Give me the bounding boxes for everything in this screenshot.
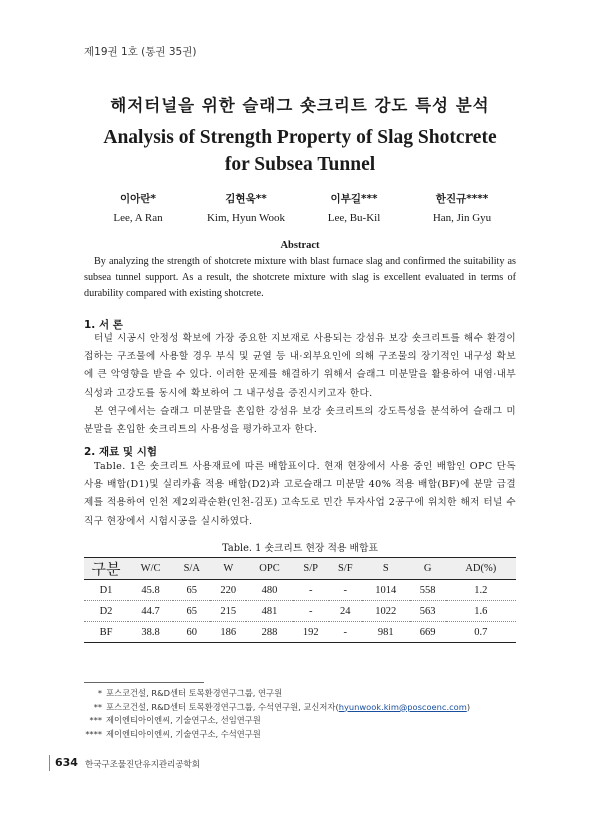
section-1-title: 1. 서 론 bbox=[84, 319, 123, 331]
page-number: 634 bbox=[55, 756, 78, 769]
table-cell: 45.8 bbox=[141, 584, 160, 596]
table-cell: - bbox=[308, 605, 313, 617]
paragraph: 본 연구에서는 슬래그 미분말을 혼입한 강섬유 보강 숏크리트의 강도특성을 분석하여 슬래그 미분말을 혼입한 숏크리트의 사용성을 평가하고자 한다. bbox=[84, 405, 516, 436]
mix-design-table bbox=[84, 557, 516, 643]
author-name-english: Han, Jin Gyu bbox=[432, 212, 492, 224]
table-cell: 44.7 bbox=[141, 605, 160, 617]
footnote bbox=[84, 701, 524, 715]
author-name-english: Lee, Bu-Kil bbox=[327, 212, 381, 224]
table-row bbox=[84, 601, 516, 622]
title-korean: 해저터널을 위한 슬래그 숏크리트 강도 특성 분석 bbox=[110, 96, 490, 115]
table-cell: 1014 bbox=[375, 584, 397, 596]
table-header-cell: S/P bbox=[293, 558, 329, 580]
author-name-english: Lee, A Ran bbox=[113, 212, 163, 224]
table-cell: 60 bbox=[186, 626, 198, 638]
title-english bbox=[0, 124, 600, 178]
table-cell: 215 bbox=[220, 605, 237, 617]
footnote-text: 포스코건설, R&D센터 토목환경연구그룹, 연구원 bbox=[106, 688, 283, 698]
table-cell: 24 bbox=[340, 605, 351, 617]
table-cell: 0.7 bbox=[474, 626, 488, 638]
table-cell: 288 bbox=[261, 626, 278, 638]
author-list bbox=[84, 191, 516, 224]
table-cell: 65 bbox=[186, 605, 198, 617]
table-header-row bbox=[84, 558, 516, 580]
table-cell: BF bbox=[99, 626, 113, 638]
journal-name: 한국구조물진단유지관리공학회 bbox=[85, 760, 200, 770]
section-2-body bbox=[84, 458, 516, 531]
author bbox=[192, 191, 300, 224]
table-cell: 669 bbox=[419, 626, 436, 638]
table-cell: - bbox=[343, 626, 347, 638]
author-name-korean: 이부길*** bbox=[330, 193, 378, 205]
table-caption: Table. 1 숏크리트 현장 적용 배합표 bbox=[222, 543, 378, 554]
author bbox=[300, 191, 408, 224]
table-cell: 1.2 bbox=[474, 584, 488, 596]
table-cell: 481 bbox=[261, 605, 278, 617]
footnotes bbox=[84, 687, 524, 741]
table-header-cell: AD(%) bbox=[446, 558, 516, 580]
author-name-korean: 김현욱** bbox=[225, 193, 267, 205]
author-name-korean: 이아란* bbox=[120, 193, 156, 205]
footnote-text: 포스코건설, R&D센터 토목환경연구그룹, 수석연구원, 교신저자( bbox=[106, 701, 339, 712]
table-header-cell: G bbox=[410, 558, 446, 580]
table-header-cell: S/F bbox=[329, 558, 362, 580]
table-cell: 38.8 bbox=[141, 626, 160, 638]
journal-volume: 제19권 1호 (통권 35권) bbox=[84, 46, 197, 58]
footnote-text: 제이엔티아이엔씨, 기술연구소, 선임연구원 bbox=[106, 715, 261, 725]
footnote-text-tail: ) bbox=[466, 701, 471, 712]
abstract-text: By analyzing the strength of shotcrete mixture with blast furnace slag and confirmed the suitability as subsea tunnel support. As a result, the shotcrete mixture with slag is excellent evaluated in terms of durability compared with existing shotcrete. bbox=[84, 256, 516, 299]
table-cell: D2 bbox=[99, 605, 113, 617]
table-header-cell: S bbox=[362, 558, 410, 580]
table-cell: 192 bbox=[302, 626, 319, 638]
table-cell: 220 bbox=[220, 584, 237, 596]
footnote-mark: **** bbox=[85, 728, 102, 739]
footnote bbox=[84, 714, 524, 728]
author-name-korean: 한진규**** bbox=[435, 193, 489, 205]
table-row bbox=[84, 622, 516, 643]
table-cell: D1 bbox=[99, 584, 113, 596]
table-header-cell: 구분 bbox=[84, 558, 128, 580]
footnote-mark: ** bbox=[93, 701, 102, 712]
page-number-divider bbox=[49, 755, 50, 771]
section-1-body bbox=[84, 330, 516, 439]
table-cell: 480 bbox=[261, 584, 278, 596]
table-header-cell: S/A bbox=[173, 558, 210, 580]
author-name-english: Kim, Hyun Wook bbox=[206, 212, 286, 224]
footnote bbox=[84, 728, 524, 742]
email-link[interactable]: hyunwook.kim@poscoenc.com bbox=[338, 701, 467, 712]
footnote-divider bbox=[84, 682, 204, 683]
table-cell: 65 bbox=[186, 584, 198, 596]
footnote-mark: * bbox=[97, 688, 102, 698]
footnote bbox=[84, 687, 524, 701]
author bbox=[408, 191, 516, 224]
table-header-cell: W bbox=[210, 558, 246, 580]
table-cell: 981 bbox=[377, 626, 394, 638]
paragraph: Table. 1은 숏크리트 사용재료에 따른 배합표이다. 현재 현장에서 사용 중인 배합인 OPC 단독 사용 배합(D1)및 실리카흄 적용 배합(D2)과 고로슬래그 미분말 40% 적용 배합(BF)에 분말 급결제를 적용하여 인천 제2외곽순환(인천-김포) 고속도로 민간 투자사업 2공구에 위치한 해저 터널 수직구 현장에서 시험시공을 실시하였다. bbox=[84, 461, 516, 527]
table-header-cell: OPC bbox=[246, 558, 293, 580]
table-row bbox=[84, 580, 516, 601]
table-cell: 1022 bbox=[375, 605, 397, 617]
table-cell: 1.6 bbox=[474, 605, 488, 617]
author bbox=[84, 191, 192, 224]
paragraph: 터널 시공시 안정성 확보에 가장 중요한 지보재로 사용되는 강섬유 보강 숏크리트를 해수 환경이 접하는 구조물에 사용할 경우 부식 및 균열 등 내·외부요인에 의해 구조물의 장기적인 내구성 확보에 큰 악영향을 받을 수 있다. 이러한 문제를 해결하기 위해서 슬래그 미분말을 활용하여 내염·내부식성과 고강도를 동시에 확보하여 그 내구성을 증진시키고자 한다. bbox=[84, 333, 516, 399]
table-cell: 563 bbox=[419, 605, 436, 617]
footnote-text: 제이엔티아이엔씨, 기술연구소, 수석연구원 bbox=[106, 728, 261, 739]
footnote-mark: *** bbox=[89, 715, 102, 725]
title-english-line2: for Subsea Tunnel bbox=[224, 154, 376, 175]
section-2-title: 2. 재료 및 시험 bbox=[84, 446, 157, 458]
table-cell: - bbox=[343, 584, 347, 596]
table-cell: 558 bbox=[419, 584, 436, 596]
table-cell: - bbox=[308, 584, 313, 596]
abstract-heading: Abstract bbox=[280, 240, 320, 251]
table-cell: 186 bbox=[220, 626, 237, 638]
title-english-line1: Analysis of Strength Property of Slag Shotcrete bbox=[103, 127, 497, 148]
table-header-cell: W/C bbox=[128, 558, 173, 580]
